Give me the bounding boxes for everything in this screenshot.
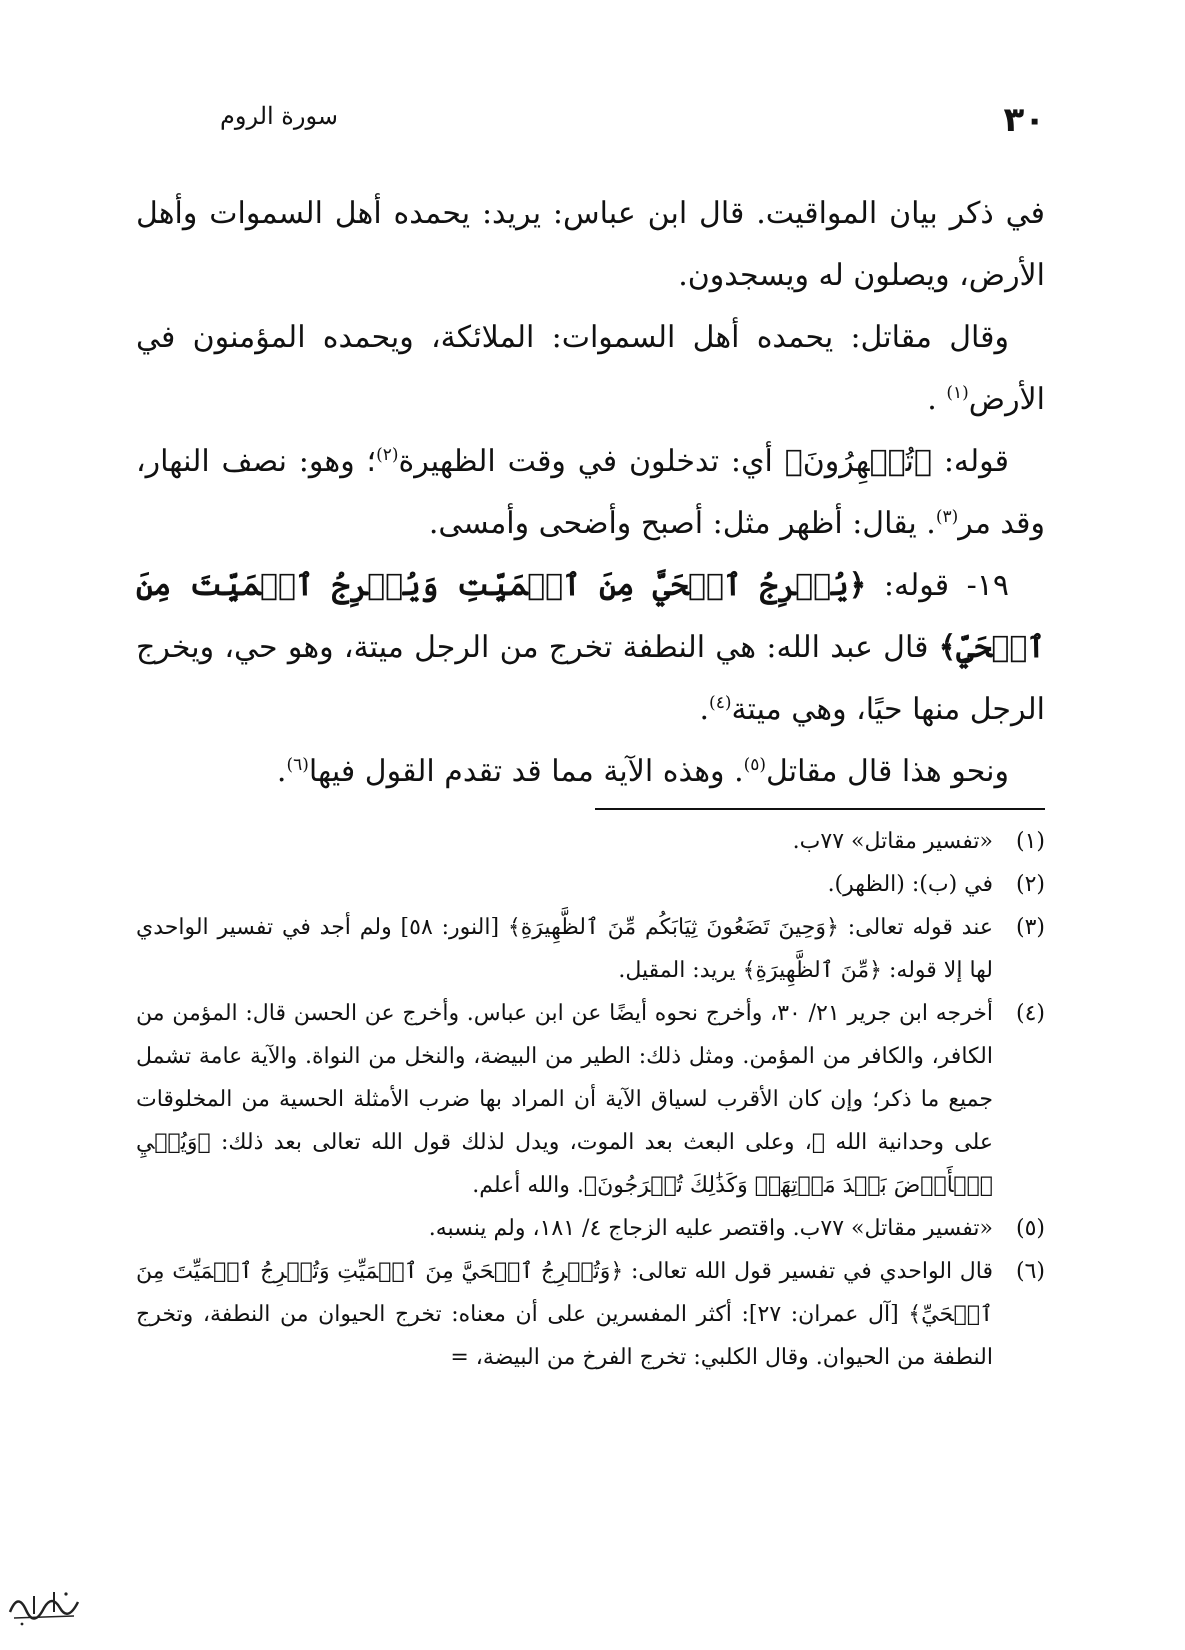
footnote-number: (٤) [1015, 1001, 1045, 1026]
footnote-6 [136, 1250, 1045, 1379]
footnote-2 [136, 863, 1045, 906]
paragraph-2-tail: . [927, 382, 947, 417]
footnote-number: (٢) [1015, 872, 1045, 897]
paragraph-3 [136, 431, 1045, 555]
paragraph-2 [136, 307, 1045, 431]
main-text [136, 183, 1045, 803]
footnote-text: «تفسير مقاتل» ٧٧ب. واقتصر عليه الزجاج ٤/ ١٨١، ولم ينسبه. [428, 1216, 993, 1241]
calligraphy-logo-icon [4, 1572, 84, 1632]
quran-verse: ﴿يُخۡرِجُ ٱلۡحَيَّ مِنَ ٱلۡمَيِّتِ وَيُخۡرِجُ ٱلۡمَيِّتَ مِنَ ٱلۡحَيِّ﴾ [136, 568, 1045, 665]
paragraph-5-lead: ونحو هذا قال مقاتل [766, 754, 1009, 789]
paragraph-3-text: أي: تدخلون في وقت الظهيرة [398, 444, 785, 479]
footnote-1 [136, 820, 1045, 863]
footnote-4 [136, 992, 1045, 1207]
paragraph-5-tail: . [276, 754, 287, 789]
paragraph-5-text: . وهذه الآية مما قد تقدم القول فيها [308, 754, 744, 789]
footnote-5 [136, 1207, 1045, 1250]
paragraph-4-tail: . [699, 692, 710, 727]
footnote-ref-3[interactable]: (٣) [935, 507, 959, 527]
footnotes [136, 820, 1045, 1379]
footnote-ref-4[interactable]: (٤) [709, 693, 732, 713]
paragraph-4-text: قال عبد الله: هي النطفة تخرج من الرجل ميتة، وهو حي، ويخرج الرجل منها حيًا، وهي ميتة [136, 630, 1045, 727]
paragraph-4 [136, 555, 1045, 741]
footnote-number: (٥) [1015, 1216, 1045, 1241]
paragraph-3-continuation: ؛ وهو: نصف النهار، وقد مر [136, 444, 1045, 541]
footnote-number: (٣) [1015, 915, 1045, 940]
page-number: ٣٠ [1003, 100, 1045, 140]
footnote-ref-1[interactable]: (١) [946, 383, 969, 403]
paragraph-3-end: . يقال: أظهر مثل: أصبح وأضحى وأمسى. [428, 506, 936, 541]
footnote-ref-2[interactable]: (٢) [376, 445, 399, 465]
footnote-text: أخرجه ابن جرير ٢١/ ٣٠، وأخرج نحوه أيضًا عن ابن عباس. وأخرج عن الحسن قال: المؤمن من الكافر، والكافر من المؤمن. ومثل ذلك: الطير من البيضة، والنخل من النواة. والآية عامة تشمل جميع ما ذكر؛ وإن كان الأقرب لسياق الآية أن المراد بها ضرب الأمثلة الحسية من المخلوقات على وحدانية الله ﷻ، وعلى البعث بعد الموت، ويدل لذلك قول الله تعالى بعد ذلك: ﴿وَيُحۡيِ ٱلۡأَرۡضَ بَعۡدَ مَوۡتِهَاۚ وَكَذَٰلِكَ تُخۡرَجُونَ﴾. والله أعلم. [136, 1001, 993, 1198]
running-title: سورة الروم [220, 102, 338, 130]
footnote-separator [595, 808, 1045, 810]
footnote-3 [136, 906, 1045, 992]
quran-verse: ﴿تُظۡهِرُونَ﴾ [784, 444, 932, 479]
paragraph-5 [136, 741, 1045, 803]
footnote-ref-6[interactable]: (٦) [286, 755, 309, 775]
footnote-text: «تفسير مقاتل» ٧٧ب. [792, 829, 993, 854]
footnote-number: (١) [1015, 829, 1045, 854]
paragraph-3-lead: قوله: [931, 444, 1009, 479]
paragraph-2-text: وقال مقاتل: يحمده أهل السموات: الملائكة، ويحمده المؤمنون في الأرض [136, 320, 1045, 417]
footnote-text: عند قوله تعالى: ﴿وَحِينَ تَضَعُونَ ثِيَابَكُم مِّنَ ٱلظَّهِيرَةِ﴾ [النور: ٥٨] ولم أجد في تفسير الواحدي لها إلا قوله: ﴿مِّنَ ٱلظَّهِيرَةِ﴾ يريد: المقيل. [136, 915, 993, 983]
paragraph-4-lead: ١٩- قوله: [866, 568, 1009, 603]
page-header [140, 100, 1045, 150]
paragraph-1: في ذكر بيان المواقيت. قال ابن عباس: يريد: يحمده أهل السموات وأهل الأرض، ويصلون له ويسجدون. [136, 196, 1045, 293]
footnote-text: قال الواحدي في تفسير قول الله تعالى: ﴿وَتُخۡرِجُ ٱلۡحَيَّ مِنَ ٱلۡمَيِّتِ وَتُخۡرِجُ ٱلۡمَيِّتَ مِنَ ٱلۡحَيِّ﴾ [آل عمران: ٢٧]: أكثر المفسرين على أن معناه: تخرج الحيوان من النطفة، وتخرج النطفة من الحيوان. وقال الكلبي: تخرج الفرخ من البيضة، = [136, 1259, 993, 1370]
publisher-logo [4, 1572, 84, 1632]
footnote-text: في (ب): (الظهر). [827, 872, 993, 897]
footnote-ref-5[interactable]: (٥) [743, 755, 767, 775]
footnote-number: (٦) [1015, 1259, 1045, 1284]
